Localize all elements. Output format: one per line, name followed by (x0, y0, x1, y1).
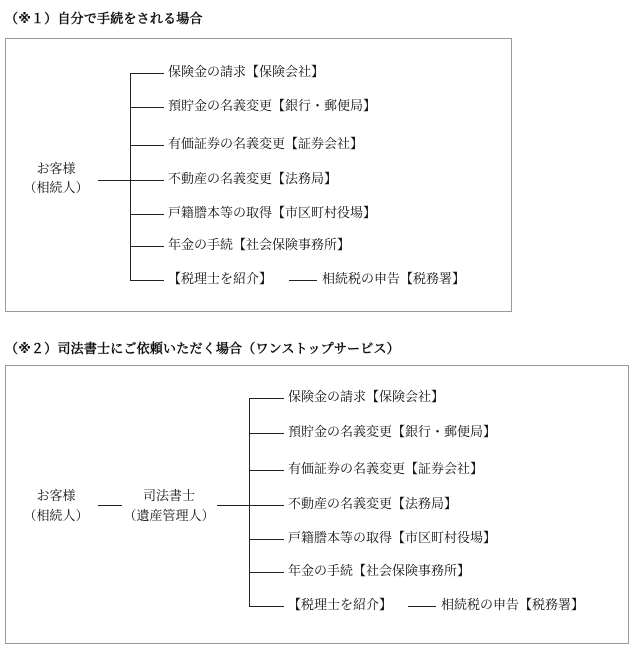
section1-item-6: 年金の手続【社会保険事務所】 (168, 238, 351, 253)
section2-item-2: 預貯金の名義変更【銀行・郵便局】 (288, 425, 497, 440)
section1-item-2: 預貯金の名義変更【銀行・郵便局】 (168, 99, 377, 114)
section1-item-7: 【税理士を紹介】 (168, 272, 273, 287)
section1-branch-6 (130, 246, 164, 247)
section2-item-3: 有価証券の名義変更【証券会社】 (288, 462, 484, 477)
section1-item-4: 不動産の名義変更【法務局】 (168, 172, 338, 187)
section1-branch-3 (130, 145, 164, 146)
section2-client-sublabel: （相続人） (23, 509, 89, 524)
section1-item-1: 保険金の請求【保険会社】 (168, 65, 325, 80)
section1-diagram-box (5, 38, 512, 312)
section1-branch-4 (130, 180, 164, 181)
section2-item-7: 【税理士を紹介】 (288, 598, 393, 613)
section2-branch-6 (249, 572, 284, 573)
section2-heading: （※２）司法書士にご依頼いただく場合（ワンストップサービス） (5, 342, 400, 357)
section2-item-1: 保険金の請求【保険会社】 (288, 390, 445, 405)
section2-item-6: 年金の手続【社会保険事務所】 (288, 564, 471, 579)
section1-branch-1 (130, 73, 164, 74)
section2-item-5: 戸籍謄本等の取得【市区町村役場】 (288, 531, 497, 546)
section1-connector (98, 180, 130, 181)
section1-item-3: 有価証券の名義変更【証券会社】 (168, 137, 364, 152)
section1-client-sublabel: （相続人） (23, 181, 89, 196)
section1-heading: （※１）自分で手続をされる場合 (5, 12, 203, 27)
section1-tax-followup: 相続税の申告【税務署】 (322, 272, 466, 287)
section1-branch-5 (130, 214, 164, 215)
section2-client-connector (98, 505, 122, 506)
section1-branch-trunk (130, 73, 131, 280)
section2-branch-7 (249, 606, 284, 607)
section2-item-4: 不動産の名義変更【法務局】 (288, 497, 458, 512)
section1-client-label: お客様 (36, 162, 76, 177)
section2-branch-5 (249, 539, 284, 540)
section2-client-label: お客様 (36, 489, 76, 504)
section1-tax-connector (289, 280, 317, 281)
section2-tax-followup: 相続税の申告【税務署】 (441, 598, 585, 613)
section2-agent-label: 司法書士 (142, 489, 195, 504)
section2-agent-sublabel: （遺産管理人） (123, 509, 215, 524)
section2-agent-connector (217, 505, 249, 506)
section1-branch-2 (130, 107, 164, 108)
section2-tax-connector (408, 606, 436, 607)
section2-branch-3 (249, 470, 284, 471)
section2-branch-2 (249, 433, 284, 434)
section2-branch-trunk (249, 398, 250, 606)
section2-diagram-box (5, 365, 629, 644)
section2-branch-4 (249, 505, 284, 506)
section1-item-5: 戸籍謄本等の取得【市区町村役場】 (168, 206, 377, 221)
section2-branch-1 (249, 398, 284, 399)
section1-branch-7 (130, 280, 164, 281)
